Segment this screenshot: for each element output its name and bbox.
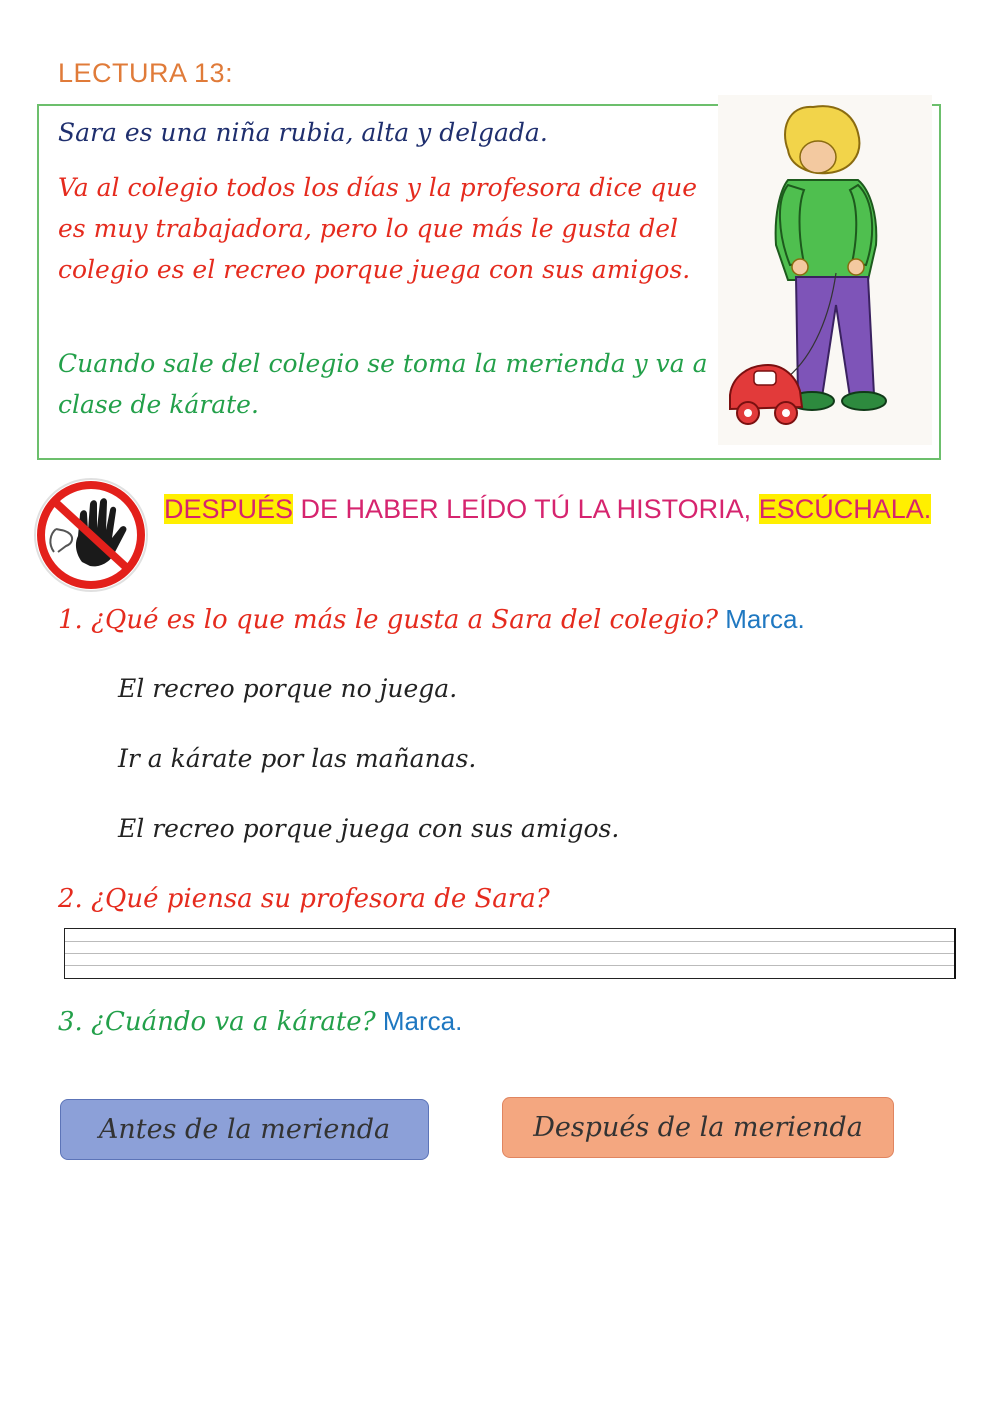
- instruction-highlight-2: ESCÚCHALA.: [758, 494, 932, 524]
- worksheet-title: LECTURA 13:: [58, 58, 234, 88]
- q2-answer-field[interactable]: [64, 928, 956, 979]
- q1-option-2[interactable]: Ir a kárate por las mañanas.: [118, 744, 477, 773]
- question-1-text: 1. ¿Qué es lo que más le gusta a Sara del colegio?: [58, 605, 719, 635]
- instruction-highlight-1: DESPUÉS: [164, 494, 294, 524]
- story-paragraph-2: Va al colegio todos los días y la profesora dice que es muy trabajadora, pero lo que más le gusta del colegio es el recreo porque juega con sus amigos.: [58, 173, 698, 284]
- question-3-text: 3. ¿Cuándo va a kárate?: [58, 1007, 376, 1037]
- question-1-action: Marca.: [718, 604, 805, 634]
- story-paragraph-1: Sara es una niña rubia, alta y delgada.: [58, 118, 548, 147]
- q1-option-1[interactable]: El recreo porque no juega.: [118, 674, 458, 703]
- q3-option-after-snack[interactable]: Después de la merienda: [502, 1097, 894, 1158]
- boy-with-toy-car-illustration: [718, 95, 932, 445]
- question-1: [58, 604, 805, 635]
- story-paragraph-3: Cuando sale del colegio se toma la merienda y va a clase de kárate.: [58, 349, 708, 419]
- instruction-middle: DE HABER LEÍDO TÚ LA HISTORIA,: [293, 494, 759, 524]
- question-3-action: Marca.: [375, 1006, 463, 1036]
- q1-option-3[interactable]: El recreo porque juega con sus amigos.: [118, 814, 620, 843]
- question-2: 2. ¿Qué piensa su profesora de Sara?: [58, 884, 550, 914]
- stop-hand-icon: [30, 474, 152, 596]
- instruction-text: [164, 494, 931, 525]
- q3-option-before-snack[interactable]: Antes de la merienda: [60, 1099, 429, 1160]
- question-3: [58, 1006, 462, 1037]
